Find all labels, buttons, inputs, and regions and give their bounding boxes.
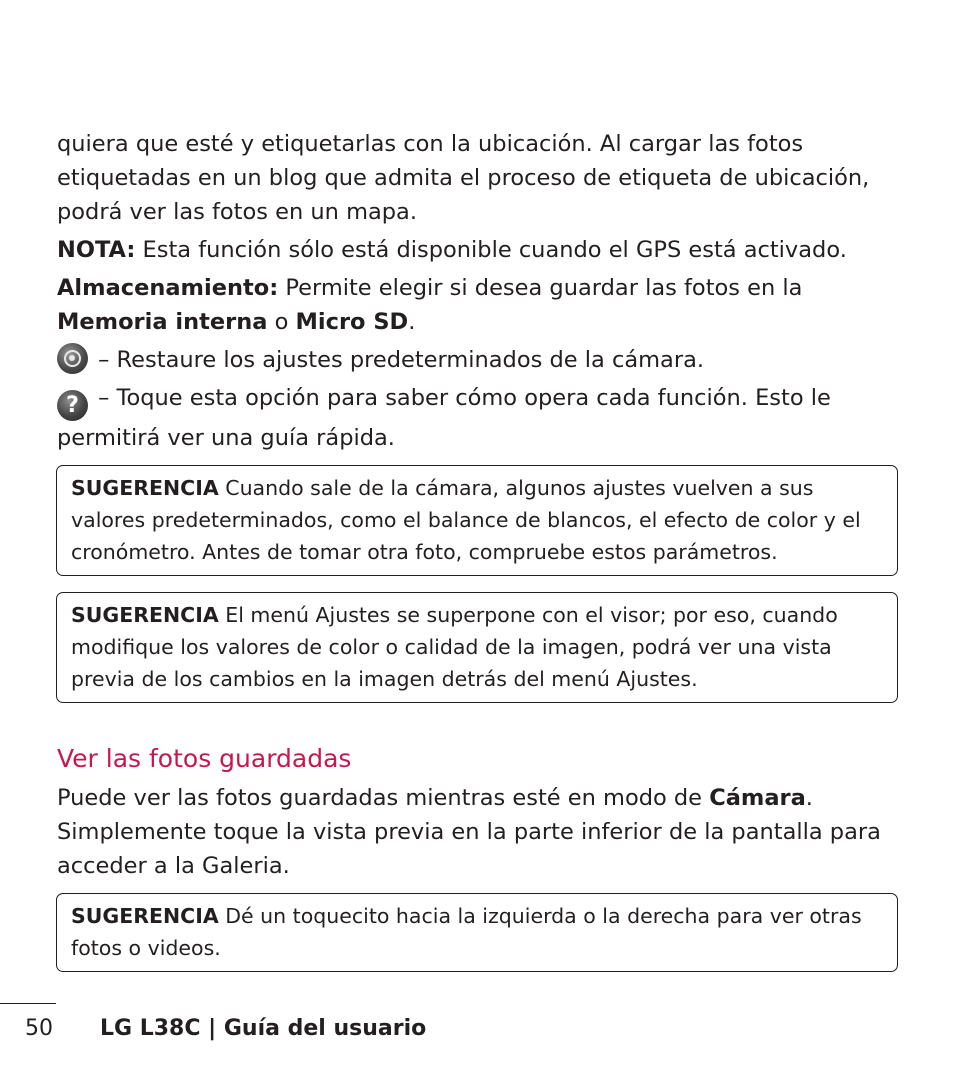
tip-text: SUGERENCIA Dé un toquecito hacia la izquierda o la derecha para ver otras fotos o videos. [71,904,862,960]
help-icon: ? [57,390,88,421]
intro-paragraph: quiera que esté y etiquetarlas con la ubicación. Al cargar las fotos etiquetadas en un blog que admita el proceso de etiqueta de ubicación, podrá ver las fotos en un mapa. [57,131,870,225]
note-text: Esta función sólo está disponible cuando el GPS está activado. [135,237,847,263]
footer-rule [0,1003,56,1004]
note-paragraph [57,233,899,267]
page-footer [0,1003,954,1063]
tip-box [56,893,898,972]
help-paragraph [57,381,899,455]
tip-label: SUGERENCIA [71,603,219,627]
reset-settings-icon [57,343,88,374]
camera-mode-label: Cámara [709,785,806,811]
storage-option-internal: Memoria interna [57,309,268,335]
section-heading: Ver las fotos guardadas [57,744,352,773]
note-label: NOTA: [57,237,136,263]
page-content [57,127,899,972]
tip-label: SUGERENCIA [71,904,219,928]
footer-title: LG L38C | Guía del usuario [100,1016,427,1041]
storage-paragraph: Almacenamiento: Permite elegir si desea guardar las fotos en la Memoria interna o Micro SD. [57,275,803,335]
tip-box [56,592,898,703]
page-number: 50 [25,1016,53,1041]
storage-option-sd: Micro SD [295,309,409,335]
reset-paragraph [57,343,899,377]
tip-text: SUGERENCIA Cuando sale de la cámara, algunos ajustes vuelven a sus valores predeterminados, como el balance de blancos, el efecto de color y el cronómetro. Antes de tomar otra foto, compruebe estos parámetros. [71,476,861,564]
reset-text: – Restaure los ajustes predeterminados de la cámara. [91,347,705,373]
tip-text: SUGERENCIA El menú Ajustes se superpone con el visor; por eso, cuando modifique los valores de color o calidad de la imagen, podrá ver una vista previa de los cambios en la imagen detrás del menú Ajustes. [71,603,838,691]
tip-label: SUGERENCIA [71,476,219,500]
storage-label: Almacenamiento: [57,275,279,301]
help-text: – Toque esta opción para saber cómo opera cada función. Esto le permitirá ver una guía rápida. [57,385,831,451]
section-paragraph: Puede ver las fotos guardadas mientras esté en modo de Cámara. Simplemente toque la vista previa en la parte inferior de la pantalla para acceder a la Galeria. [57,785,881,879]
tip-box [56,465,898,576]
